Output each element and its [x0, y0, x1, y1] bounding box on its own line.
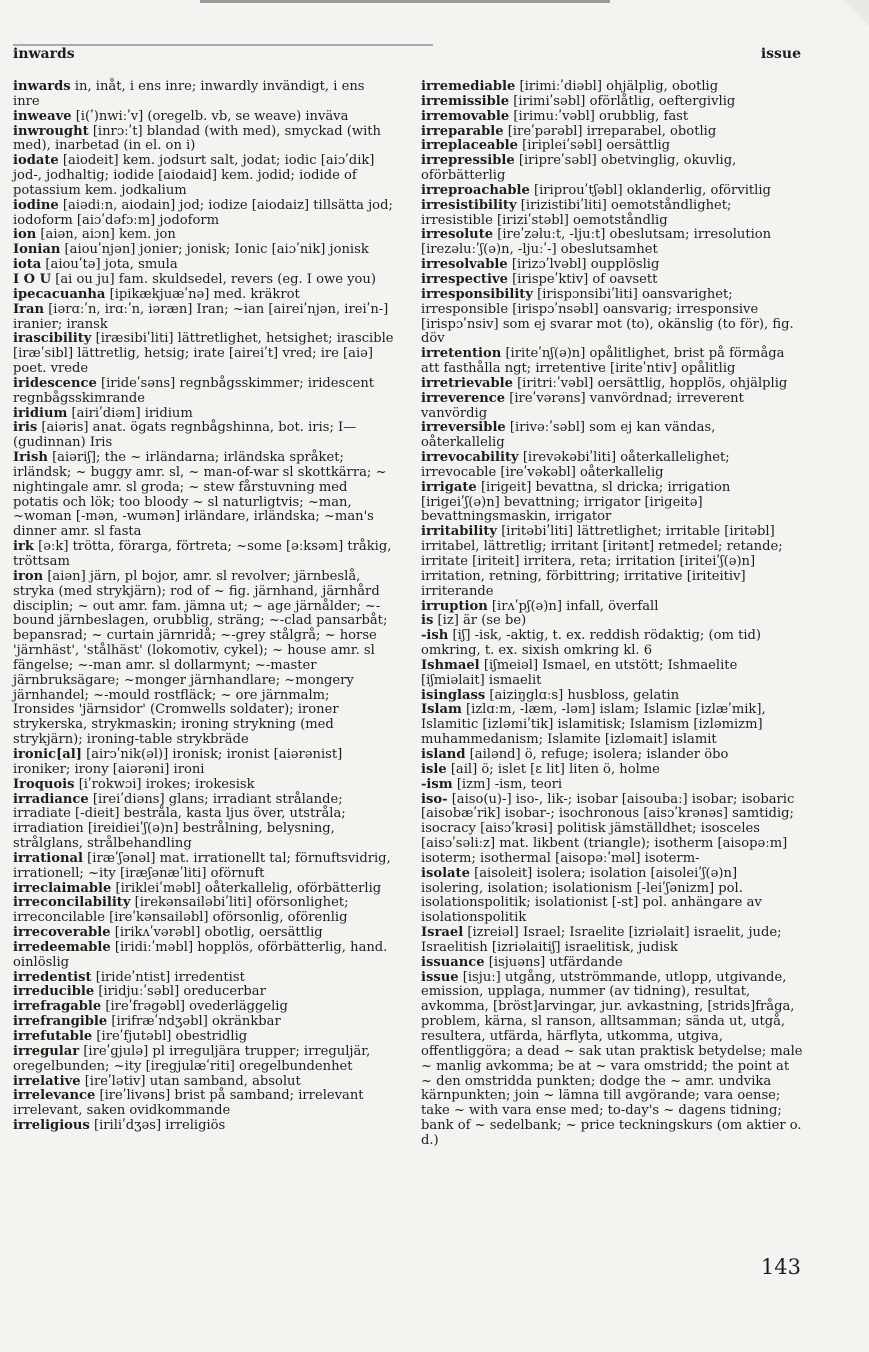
- entry-headword: iota: [13, 257, 42, 273]
- entry-headword: iso-: [421, 791, 448, 807]
- entry-definition: [iriliʹdʒəs] irreligiös: [93, 1118, 226, 1134]
- dictionary-entry: [421, 154, 803, 184]
- entry-headword: irremovable: [421, 108, 510, 124]
- page-corner-fold: [843, 0, 869, 26]
- entry-definition: [aisoleit] isolera; isolation [aisoleiʹʃ(ə)n] isolering, isolation; isolationism [-leiʹʃənizm] pol. isolationspolitik; isolationist [-st] pol. anhängare av isolationspolitik: [421, 865, 762, 926]
- entry-definition: [ireʹvərəns] vanvördnad; irreverent vanvördig: [421, 390, 744, 421]
- dictionary-entry: [421, 125, 803, 140]
- entry-definition: [ipikækjuæʹnə] med. kräkrot: [109, 286, 300, 302]
- dictionary-entry: [421, 95, 803, 110]
- dictionary-entry: [13, 748, 395, 778]
- entry-headword: irrefutable: [13, 1029, 93, 1044]
- dictionary-entry: [421, 184, 803, 199]
- dictionary-entry: [13, 778, 395, 793]
- dictionary-entry: [13, 199, 395, 229]
- top-edge-line: [200, 0, 610, 3]
- entry-headword: irrecoverable: [13, 925, 111, 941]
- entry-definition: [inrɔːʹt] blandad (with med), smyckad (with med), inarbetad (in el. on i): [13, 123, 381, 154]
- entry-headword: irremissible: [421, 93, 510, 109]
- entry-definition: [izm] -ism, teori: [456, 776, 563, 792]
- dictionary-entry: [421, 392, 803, 422]
- dictionary-entry: [421, 763, 803, 778]
- entry-headword: irresolute: [421, 227, 494, 243]
- dictionary-entry: [13, 303, 395, 333]
- entry-definition: [ireʹlivəns] brist på samband; irrelevant irrelevant, saken ovidkommande: [13, 1088, 364, 1119]
- entry-definition: [irideʹntist] irredentist: [95, 969, 245, 985]
- entry-definition: [aiən, aiɔn] kem. jon: [40, 227, 176, 243]
- running-head-left: inwards: [13, 46, 75, 62]
- entry-definition: [iriprouʹtʃəbl] oklanderlig, oförvitlig: [533, 182, 771, 198]
- dictionary-entry: [13, 288, 395, 303]
- entry-headword: irresponsibility: [421, 286, 533, 302]
- entry-headword: irreconcilability: [13, 895, 131, 911]
- dictionary-entry: [13, 273, 395, 288]
- dictionary-entry: [13, 421, 395, 451]
- entry-headword: Iroquois: [13, 776, 75, 792]
- entry-headword: ironic[al]: [13, 746, 82, 762]
- dictionary-entry: [13, 570, 395, 748]
- entry-headword: island: [421, 746, 466, 762]
- entry-headword: Islam: [421, 702, 462, 718]
- dictionary-entry: [13, 377, 395, 407]
- dictionary-entry: [13, 110, 395, 125]
- dictionary-entry: [421, 614, 803, 629]
- entry-headword: irk: [13, 539, 34, 555]
- entry-definition: [airiʹdiəm] iridium: [71, 405, 193, 421]
- entry-definition: [iritriːʹvəbl] oersättlig, hopplös, ohjälplig: [517, 375, 788, 391]
- dictionary-entry: [13, 941, 395, 971]
- entry-headword: irrigate: [421, 479, 477, 495]
- entry-headword: isle: [421, 761, 447, 777]
- dictionary-entry: [13, 1030, 395, 1045]
- dictionary-entry: [13, 1000, 395, 1015]
- entry-definition: [iræʹʃənəl] mat. irrationellt tal; förnuftsvidrig, irrationell; ~ity [iræʃənæʹliti] oförnuft: [13, 850, 391, 881]
- entry-definition: [ireiʹdiəns] glans; irradiant strålande; irradiate [-dieit] bestråla, kasta ljus över, utstråla; irradiation [ireidieiʹʃ(ə)n] bestrålning, belysning, strålglans, strålbehandling: [13, 791, 346, 852]
- dictionary-entry: [421, 525, 803, 599]
- dictionary-entry: [421, 703, 803, 748]
- entry-headword: -ish: [421, 628, 449, 644]
- entry-definition: [iərɑːʹn, irɑːʹn, iəræn] Iran; ~ian [aireiʹnjən, ireiʹn-] iranier; iransk: [13, 301, 389, 332]
- entry-headword: irredentist: [13, 969, 92, 985]
- entry-definition: [irifræʹndʒəbl] okränkbar: [111, 1014, 281, 1030]
- entry-headword: irrevocability: [421, 450, 519, 466]
- entry-definition: [irimuːʹvəbl] orubblig, fast: [513, 108, 689, 124]
- entry-headword: ipecacuanha: [13, 286, 106, 302]
- entry-headword: issue: [421, 969, 459, 985]
- dictionary-entry: [13, 985, 395, 1000]
- dictionary-entry: [421, 421, 803, 451]
- dictionary-entry: [421, 377, 803, 392]
- entry-definition: [iz] är (se be): [437, 613, 527, 629]
- entry-headword: ion: [13, 227, 37, 243]
- entry-headword: Ionian: [13, 242, 61, 258]
- entry-headword: iodate: [13, 153, 59, 169]
- entry-definition: [irevəkəbiʹliti] oåterkallelighet; irrevocable [ireʹvəkəbl] oåterkallelig: [421, 450, 730, 480]
- entry-definition: [irispeʹktiv] of oavsett: [512, 271, 658, 287]
- entry-definition: [əːk] trötta, förarga, förtreta; ~some [əːksəm] tråkig, tröttsam: [13, 539, 392, 569]
- dictionary-entry: [421, 139, 803, 154]
- entry-headword: irremediable: [421, 79, 516, 94]
- entry-definition: [aiən] järn, pl bojor, amr. sl revolver; järnbeslå, stryka (med strykjärn); rod of ~ fig. järnhand, järnhård disciplin; ~ out amr. fam. jämna ut; ~ age järnålder; ~-bound järnbeslagen, orubblig, sträng; ~-clad pansarbåt; bepansrad; ~ curtain järnridå; ~-grey stålgrå; ~ horse 'järnhäst', 'stålhäst' (lokomotiv, cykel); ~ house amr. sl fängelse; ~-man amr. sl dollarmynt; ~-master järnbruksägare; ~monger järnhandlare; ~mongery järnhandel; ~-mould rostfläck; ~ ore järnmalm; Ironsides 'järnsidor' (Cromwells soldater); ironer strykerska, strykmaskin; ironing strykning (med strykjärn); ironing-table strykbräde: [13, 568, 388, 748]
- entry-definition: [iritəbiʹliti] lättretlighet; irritable [iritəbl] irritabel, lättretlig; irritant [iritənt] retmedel; retande; irritate [iriteit] irritera, reta; irritation [iriteiʹʃ(ə)n] irritation, retning, förbittring; irritative [iriteitiv] irriterande: [421, 524, 783, 599]
- entry-headword: irreversible: [421, 420, 506, 436]
- entry-headword: Israel: [421, 925, 464, 941]
- dictionary-entry: [13, 125, 395, 155]
- entry-definition: [ireʹfjutəbl] obestridlig: [96, 1029, 248, 1044]
- dictionary-entry: [13, 926, 395, 941]
- entry-headword: irregular: [13, 1043, 80, 1059]
- entry-definition: [airɔʹnik(əl)] ironisk; ironist [aiərənist] ironiker; irony [aiərəni] ironi: [13, 746, 343, 777]
- dictionary-entry: [13, 1119, 395, 1134]
- entry-headword: irascibility: [13, 331, 92, 347]
- dictionary-entry: [13, 882, 395, 897]
- dictionary-entry: [13, 451, 395, 540]
- dictionary-entry: [421, 481, 803, 526]
- entry-definition: [iripreʹsəbl] obetvinglig, okuvlig, oförbätterlig: [421, 153, 737, 184]
- entry-headword: -ism: [421, 776, 453, 792]
- entry-headword: Iran: [13, 301, 45, 317]
- entry-headword: inwrought: [13, 123, 89, 139]
- entry-headword: inwards: [13, 79, 71, 94]
- entry-definition: [aiədiːn, aiodain] jod; iodize [aiodaiz] tillsätta jod; iodoform [aiɔʹdəfɔːm] jodoform: [13, 197, 393, 228]
- dictionary-entry: [13, 1015, 395, 1030]
- entry-definition: [aiziŋglɑːs] husbloss, gelatin: [489, 687, 680, 703]
- entry-headword: irreplaceable: [421, 138, 518, 154]
- dictionary-entry: [421, 629, 803, 659]
- entry-definition: [aiso(u)-] iso-, lik-; isobar [aisoubaː] isobar; isobaric [aisobæʹrik] isobar-; isochronous [aisɔʹkrənəs] samtidig; isocracy [aisɔʹkrəsi] politisk jämställdhet; isosceles [aisɔʹsəliːz] mat. likbent (triangle); isotherm [aisopəːm] isoterm; isothermal [aisopəːʹməl] isoterm-: [421, 791, 795, 866]
- dictionary-entry: [421, 347, 803, 377]
- dictionary-entry: [421, 659, 803, 689]
- entry-headword: irretrievable: [421, 375, 513, 391]
- header-rule: [13, 44, 433, 46]
- entry-headword: isolate: [421, 865, 470, 881]
- entry-headword: inweave: [13, 108, 72, 124]
- entry-headword: Ishmael: [421, 657, 480, 673]
- entry-definition: [aiəriʃ]; the ~ irländarna; irländska språket; irländsk; ~ buggy amr. sl, ~ man-of-war sl skottkärra; ~ nightingale amr. sl groda; ~ stew fårstuvning med potatis och lök; too bloody ~ sl naturligtvis; ~man, ~woman [-mən, -wumən] irländare, irländska; ~man's dinner amr. sl fasta: [13, 450, 387, 540]
- entry-definition: [irimiʹsəbl] oförlåtlig, oeftergivlig: [513, 93, 736, 109]
- dictionary-entry: [13, 80, 395, 110]
- entry-definition: [irimiːʹdiəbl] ohjälplig, obotlig: [519, 79, 719, 94]
- entry-headword: irrational: [13, 850, 83, 866]
- entry-definition: [ailənd] ö, refuge; isolera; islander öbo: [469, 746, 729, 762]
- running-head-right: issue: [760, 46, 801, 62]
- dictionary-entry: [421, 778, 803, 793]
- entry-definition: [irekənsailəbiʹliti] oförsonlighet; irreconcilable [ireʹkənsailəbl] oförsonlig, oförenlig: [13, 895, 349, 926]
- dictionary-entry: [421, 199, 803, 229]
- left-column: [13, 80, 395, 1134]
- entry-headword: irruption: [421, 598, 488, 614]
- dictionary-entry: [421, 867, 803, 926]
- entry-headword: iron: [13, 568, 44, 584]
- entry-definition: [irizɔʹlvəbl] oupplöslig: [511, 257, 660, 273]
- dictionary-entry: [13, 154, 395, 199]
- entry-headword: I O U: [13, 271, 52, 287]
- entry-headword: irresolvable: [421, 257, 508, 273]
- entry-headword: irredeemable: [13, 939, 111, 955]
- entry-headword: irritability: [421, 524, 498, 540]
- entry-headword: iodine: [13, 197, 59, 213]
- right-column: [421, 80, 803, 1149]
- entry-definition: [iriteʹnʃ(ə)n] opålitlighet, brist på förmåga att fasthålla ngt; irretentive [iriteʹntiv] opålitlig: [421, 346, 785, 377]
- entry-definition: [irispɔnsibiʹliti] oansvarighet; irresponsible [irispɔʹnsəbl] oansvarig; irresponsive [irispɔʹnsiv] som ej svarar mot (to), okänslig (to för), fig. döv: [421, 286, 794, 347]
- dictionary-entry: [421, 258, 803, 273]
- page-number: 143: [760, 1255, 801, 1279]
- dictionary-entry: [421, 748, 803, 763]
- dictionary-entry: [13, 852, 395, 882]
- entry-headword: irreducible: [13, 984, 95, 1000]
- entry-definition: [ail] ö; islet [ɛ lit] liten ö, holme: [450, 761, 660, 777]
- entry-definition: [iridjuːʹsəbl] oreducerbar: [98, 984, 266, 1000]
- dictionary-entry: [13, 540, 395, 570]
- entry-definition: [aiodeit] kem. jodsurt salt, jodat; iodic [aiɔʹdik] jod-, jodhaltig; iodide [aiodaid] kem. jodid; iodide of potassium kem. jodkalium: [13, 153, 375, 198]
- dictionary-entry: [13, 1045, 395, 1075]
- dictionary-entry: [13, 793, 395, 852]
- entry-headword: iridium: [13, 405, 68, 421]
- dictionary-entry: [421, 228, 803, 258]
- entry-headword: irreverence: [421, 390, 506, 406]
- dictionary-entry: [421, 971, 803, 1149]
- entry-definition: [isjuː] utgång, utströmmande, utlopp, utgivande, emission, upplaga, nummer (av tidning), resultat, avkomma, [bröst]arvingar, jur. avkastning, [strids]fråga, problem, kärna, sl ranson, alltsamman; sända ut, utgå, resultera, utfärda, härflyta, utkomma, utgiva, offentliggöra; a dead ~ sak utan praktisk betydelse; male ~ manlig avkomma; be at ~ vara omstridd; the point at ~ den omstridda punkten; dodge the ~ amr. undvika kärnpunkten; join ~ lämna till avgörande; vara oense; take ~ with vara ense med; to-day's ~ dagens tidning; bank of ~ sedelbank; ~ price teckningskurs (om aktier o. d.): [421, 969, 803, 1148]
- dictionary-entry: [421, 956, 803, 971]
- entry-definition: [irizistibiʹliti] oemotståndlighet; irresistible [iriziʹstəbl] oemotståndlig: [421, 197, 732, 228]
- entry-definition: [irivəːʹsəbl] som ej kan vändas, oåterkallelig: [421, 420, 716, 451]
- entry-headword: irreligious: [13, 1118, 90, 1134]
- entry-definition: [ireʹlətiv] utan samband, absolut: [84, 1073, 301, 1089]
- entry-definition: in, inåt, i ens inre; inwardly invändigt, i ens inre: [13, 79, 365, 109]
- entry-headword: irrefragable: [13, 999, 102, 1015]
- entry-headword: irreclaimable: [13, 880, 112, 896]
- entry-definition: [ireʹfrəgəbl] ovederläggelig: [105, 999, 288, 1015]
- entry-headword: irreparable: [421, 123, 504, 139]
- entry-headword: irrelevance: [13, 1088, 96, 1104]
- entry-headword: irretention: [421, 346, 502, 362]
- entry-definition: [ireʹpərəbl] irreparabel, obotlig: [507, 123, 717, 139]
- entry-definition: [izreiəl] Israel; Israelite [izriəlait] israelit, jude; Israelitish [izriəlaitiʃ] israelitisk, judisk: [421, 925, 782, 955]
- dictionary-entry: [13, 971, 395, 986]
- entry-definition: [ireʹgjulə] pl irreguljära trupper; irreguljär, oregelbunden; ~ity [iregjulæʹriti] oregelbundenhet: [13, 1043, 371, 1074]
- entry-definition: [ireʹzəluːt, -ljuːt] obeslutsam; irresolution [irezəluːʹʃ(ə)n, -ljuːʹ-] obeslutsamhet: [421, 227, 772, 258]
- entry-definition: [irʌʹpʃ(ə)n] infall, överfall: [491, 598, 659, 614]
- dictionary-entry: [421, 80, 803, 95]
- dictionary-entry: [421, 273, 803, 288]
- entry-headword: issuance: [421, 954, 485, 970]
- entry-definition: [izlɑːm, -læm, -ləm] islam; Islamic [izlæʹmik], Islamitic [izləmiʹtik] islamitisk; Islamism [izləmizm] muhammedanism; Islamite [izləmait] islamit: [421, 702, 766, 748]
- entry-definition: [isjuəns] utfärdande: [488, 954, 623, 970]
- entry-definition: [irikʌʹvərəbl] obotlig, oersättlig: [114, 925, 323, 941]
- entry-headword: isinglass: [421, 687, 486, 703]
- entry-definition: [iripleiʹsəbl] oersättlig: [522, 138, 671, 154]
- dictionary-entry: [421, 689, 803, 704]
- entry-definition: [aiouʹtə] jota, smula: [45, 257, 178, 273]
- entry-headword: iris: [13, 420, 38, 436]
- dictionary-entry: [13, 228, 395, 243]
- entry-definition: [iræsibiʹliti] lättretlighet, hetsighet; irascible [iræʹsibl] lättretlig, hetsig; irate [aireiʹt] vred; ire [aiə] poet. vrede: [13, 331, 394, 377]
- entry-definition: [i(ʹ)nwiːʹv] (oregelb. vb, se weave) inväva: [75, 108, 349, 124]
- entry-definition: [aiəris] anat. ögats regnbågshinna, bot. iris; I— (gudinnan) Iris: [13, 420, 357, 451]
- entry-definition: [iʹrokwɔi] irokes; irokesisk: [78, 776, 255, 792]
- dictionary-entry: [13, 332, 395, 377]
- entry-headword: is: [421, 613, 434, 629]
- dictionary-entry: [421, 926, 803, 956]
- entry-headword: irreproachable: [421, 182, 530, 198]
- entry-headword: irrepressible: [421, 153, 515, 169]
- dictionary-entry: [13, 896, 395, 926]
- entry-definition: [iʃ] -isk, -aktig, t. ex. reddish rödaktig; (om tid) omkring, t. ex. sixish omkring kl. 6: [421, 628, 762, 659]
- entry-headword: irrespective: [421, 271, 508, 287]
- entry-headword: irresistibility: [421, 197, 517, 213]
- entry-definition: [iridiːʹməbl] hopplös, oförbätterlig, hand. oinlöslig: [13, 939, 388, 970]
- dictionary-entry: [421, 451, 803, 481]
- entry-definition: [ai ou ju] fam. skuldsedel, revers (eg. I owe you): [55, 271, 376, 287]
- dictionary-entry: [421, 600, 803, 615]
- entry-definition: [irigeit] bevattna, sl dricka; irrigation [irigeiʹʃ(ə)n] bevattning; irrigator [irigeitə] bevattningsmaskin, irrigator: [421, 479, 731, 525]
- entry-headword: irradiance: [13, 791, 89, 807]
- dictionary-entry: [421, 110, 803, 125]
- entry-headword: Irish: [13, 450, 48, 466]
- entry-definition: [irideʹsəns] regnbågsskimmer; iridescent regnbågsskimrande: [13, 375, 375, 406]
- entry-headword: irrefrangible: [13, 1014, 108, 1030]
- entry-headword: iridescence: [13, 375, 97, 391]
- entry-definition: [aiouʹnjən] jonier; jonisk; Ionic [aiɔʹnik] jonisk: [64, 242, 369, 258]
- dictionary-entry: [13, 243, 395, 258]
- entry-headword: irrelative: [13, 1073, 81, 1089]
- dictionary-entry: [421, 288, 803, 347]
- entry-definition: [irikleiʹməbl] oåterkallelig, oförbätterlig: [115, 880, 382, 896]
- dictionary-entry: [13, 258, 395, 273]
- dictionary-entry: [421, 793, 803, 867]
- dictionary-entry: [13, 1089, 395, 1119]
- entry-definition: [iʃmeiəl] Ismael, en utstött; Ishmaelite [iʃmiəlait] ismaelit: [421, 657, 738, 688]
